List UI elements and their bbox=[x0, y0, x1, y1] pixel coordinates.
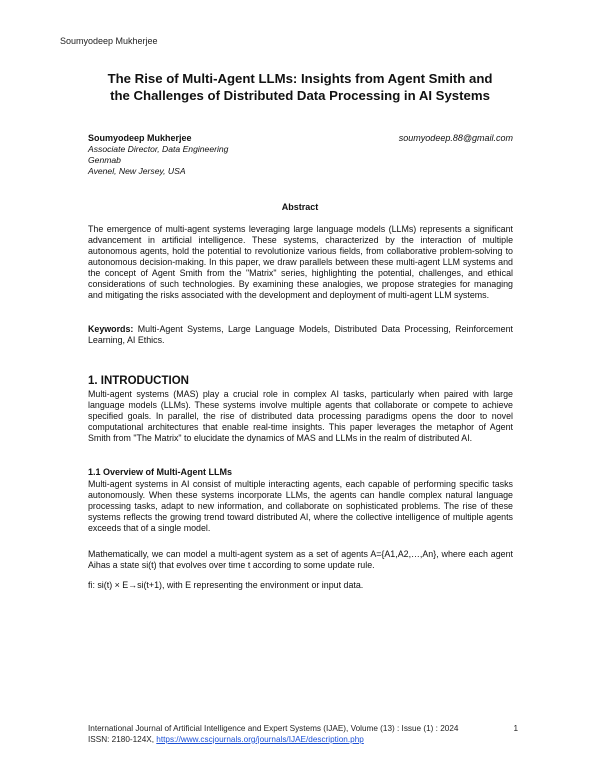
math-model-text: Mathematically, we can model a multi-agent system as a set of agents A={A1,A2,…,An}, where each agent Aihas a state si(t) that evolves over time t according to some update rule. bbox=[88, 549, 513, 570]
section-heading-introduction: 1. INTRODUCTION bbox=[88, 375, 189, 387]
overview-text: Multi-agent systems in AI consist of multiple interacting agents, each capable of performing specific tasks autonomously. When these systems incorporate LLMs, the agents can handle complex natural language processing tasks, adapt to new information, and collaborate on sophisticated problems. The rise of these systems reflects the growing trend toward distributed AI, where the collective intelligence of multiple agents exceeds that of a single model. bbox=[88, 479, 513, 533]
running-head: Soumyodeep Mukherjee bbox=[60, 36, 158, 46]
author-affiliation-location: Avenel, New Jersey, USA bbox=[88, 166, 186, 176]
paper-title bbox=[60, 70, 540, 104]
update-rule-formula: fi: si(t) × E→si(t+1), with E representing the environment or input data. bbox=[88, 580, 364, 590]
page-footer bbox=[88, 724, 518, 745]
author-affiliation-org: Genmab bbox=[88, 155, 121, 165]
footer-issn: ISSN: 2180-124X, bbox=[88, 734, 157, 744]
page-number: 1 bbox=[513, 724, 518, 733]
title-line-1: The Rise of Multi-Agent LLMs: Insights from Agent Smith and bbox=[107, 71, 493, 86]
footer-issn-line bbox=[88, 735, 518, 746]
author-email: soumyodeep.88@gmail.com bbox=[398, 133, 513, 143]
abstract-heading: Abstract bbox=[281, 202, 319, 212]
keywords-text: Multi-Agent Systems, Large Language Models, Distributed Data Processing, Reinforcement Learning, AI Ethics. bbox=[88, 324, 513, 345]
abstract-text: The emergence of multi-agent systems leveraging large language models (LLMs) represents a significant advancement in artificial intelligence. These systems, characterized by the interaction of multiple autonomous agents, hold the potential to revolutionize various fields, from collaborative problem-solving to autonomous decision-making. In this paper, we draw parallels between these multi-agent LLM systems and the concept of Agent Smith from the "Matrix" series, highlighting the potential, challenges, and ethical considerations of such technologies. By examining these analogies, we propose strategies for managing and mitigating the risks associated with the development and deployment of multi-agent LLM systems. bbox=[88, 224, 513, 300]
author-affiliation-title: Associate Director, Data Engineering bbox=[88, 144, 229, 154]
keywords-label: Keywords: bbox=[88, 324, 134, 334]
author-block bbox=[88, 133, 513, 177]
subsection-heading-overview: 1.1 Overview of Multi-Agent LLMs bbox=[88, 467, 233, 477]
title-line-2: the Challenges of Distributed Data Processing in AI Systems bbox=[110, 88, 490, 103]
keywords bbox=[88, 324, 513, 346]
footer-journal: International Journal of Artificial Intelligence and Expert Systems (IJAE), Volume (13) : Issue (1) : 2024 bbox=[88, 724, 459, 733]
journal-url-link[interactable]: https://www.cscjournals.org/journals/IJAE/description.php bbox=[156, 734, 364, 744]
author-name: Soumyodeep Mukherjee bbox=[88, 133, 192, 143]
introduction-text: Multi-agent systems (MAS) play a crucial role in complex AI tasks, particularly when paired with large language models (LLMs). These systems involve multiple agents that collaborate or compete to achieve specified goals. In parallel, the rise of distributed data processing paradigms opens the door to novel computational architectures that enable real-time insights. This paper leverages the metaphor of Agent Smith from "The Matrix" to elucidate the dynamics of MAS and LLMs in the realm of distributed AI. bbox=[88, 389, 513, 443]
